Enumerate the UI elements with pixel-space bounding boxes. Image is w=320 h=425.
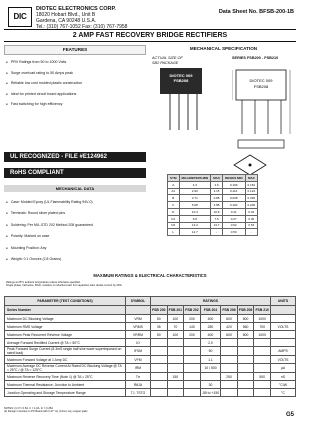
value-cell	[167, 381, 184, 389]
logo-text: DIC	[13, 12, 27, 21]
dimension-row	[168, 222, 258, 229]
symbol-header: SYMBOL	[126, 297, 151, 306]
symbol-cell: TJ, TSTG	[126, 389, 151, 397]
ratings-row	[5, 323, 296, 331]
value-cell	[167, 339, 184, 347]
mech-item: ● Soldering: Per MIL-STD 202 Method 208 guaranteed	[6, 220, 146, 231]
rohs-banner: RoHS COMPLIANT	[4, 168, 146, 178]
value-cell	[237, 339, 254, 347]
value-cell: 100	[167, 331, 184, 339]
dimension-cell: -	[245, 229, 258, 236]
value-cell: 150	[167, 373, 184, 381]
value-cell	[167, 356, 184, 364]
value-cell: 560	[237, 323, 254, 331]
dimension-cell: 4.88	[211, 202, 223, 209]
symbol-cell: VRM	[126, 315, 151, 323]
unit-cell: °C	[271, 389, 296, 397]
dimension-cell: L	[168, 229, 180, 236]
phone-line: Tel.: (310) 767-1052 Fax: (310) 767-7958	[36, 24, 128, 30]
dimension-cell: 0.124	[245, 188, 258, 195]
unit-cell: VOLTS	[271, 323, 296, 331]
ratings-row	[5, 373, 296, 381]
unit-cell: nS	[271, 373, 296, 381]
mech-item: ● Weight: 0.1 Ounces (2.8 Grams)	[6, 254, 146, 265]
value-cell	[200, 373, 220, 381]
dimension-cell: 5.08	[179, 202, 211, 209]
ratings-table	[4, 296, 296, 397]
value-cell: 200	[184, 315, 201, 323]
value-cell	[254, 356, 271, 364]
dimension-row	[168, 215, 258, 222]
value-cell	[184, 356, 201, 364]
unit-cell: AMPS	[271, 347, 296, 356]
dim-head-cell: MILLIMETERS MIN	[179, 175, 211, 182]
page-title: 2 AMP FAST RECOVERY BRIDGE RECTIFIERS	[4, 29, 296, 42]
dimension-cell: 4.6	[211, 181, 223, 188]
dimension-cell: A	[168, 181, 180, 188]
units-header: UNITS	[271, 297, 296, 306]
dimension-cell: D	[168, 208, 180, 215]
dimension-row	[168, 181, 258, 188]
value-cell	[221, 347, 238, 356]
unit-cell	[271, 315, 296, 323]
value-cell: 200	[184, 331, 201, 339]
ratings-row	[5, 356, 296, 364]
value-cell: 1.1	[200, 356, 220, 364]
value-cell	[167, 389, 184, 397]
dimension-row	[168, 188, 258, 195]
value-cell: 420	[221, 323, 238, 331]
symbol-cell: RθJA	[126, 381, 151, 389]
param-header: PARAMETER (TEST CONDITIONS)	[5, 297, 126, 306]
footnote-line: NOTES: (1) If = 0.5A, Ir = 1.0A, Irr = 0.25A	[4, 407, 53, 410]
ratings-rows	[5, 306, 296, 397]
unit-cell: VOLTS	[271, 356, 296, 364]
note-line: Single phase, half wave, 60Hz, resistive or inductive load. For capacitive load, derate current by 20%.	[6, 284, 123, 288]
symbol-cell: IRM	[126, 364, 151, 373]
feature-item: ● Surge overload rating to 50 Amps peak	[6, 68, 144, 79]
dimension-cell: 0.27	[222, 215, 245, 222]
value-cell: 800	[237, 331, 254, 339]
value-cell: FSB 210	[254, 306, 271, 315]
dimension-cell: 0.30	[245, 215, 258, 222]
datasheet-number: Data Sheet No. BFSB-200-1B	[218, 9, 294, 15]
dimension-cell: 13.2	[179, 222, 211, 229]
value-cell: 400	[200, 331, 220, 339]
dimension-rows	[168, 181, 258, 235]
package-marking: FSB208	[173, 78, 189, 83]
actual-size-line: SB2 PACKAGE	[152, 61, 179, 65]
param-cell: Series Number	[5, 306, 126, 315]
package-outline-drawing	[232, 64, 296, 150]
ratings-row	[5, 339, 296, 347]
value-cell	[184, 347, 201, 356]
address-line-2: Gardena, CA 90248 U.S.A.	[36, 18, 97, 24]
dim-head-cell: INCHES MIN	[222, 175, 245, 182]
symbol-cell: IO	[126, 339, 151, 347]
param-cell: Junction Operating and Storage Temperature Range	[5, 389, 126, 397]
ratings-header-row	[5, 297, 296, 306]
value-cell	[254, 364, 271, 373]
ratings-row	[5, 389, 296, 397]
package-pins-drawing	[163, 94, 203, 134]
actual-size-line: ACTUAL SIZE OF	[152, 56, 183, 60]
unit-cell	[271, 339, 296, 347]
value-cell	[221, 364, 238, 373]
feature-item: ● PRV Ratings from 50 to 1000 Volts	[6, 57, 144, 68]
param-cell: Peak Forward Surge Current (8.3mS single half sine wave superimposed on rated load)	[5, 347, 126, 356]
value-cell: 50	[200, 347, 220, 356]
dim-head-cell: MAX	[245, 175, 258, 182]
value-cell: 50	[151, 331, 168, 339]
dimension-row	[168, 229, 258, 236]
value-cell: -55 to +150	[201, 390, 220, 395]
value-cell: 500	[254, 373, 271, 381]
value-cell	[237, 381, 254, 389]
value-cell	[237, 356, 254, 364]
dimension-cell: 6.8	[179, 215, 211, 222]
dimension-cell: A1	[168, 188, 180, 195]
svg-text:DIOTEC 009: DIOTEC 009	[249, 78, 273, 83]
dimension-cell: 2.71	[179, 195, 211, 202]
param-cell: Average Forward Rectified Current @ TA = 50°C	[5, 339, 126, 347]
value-cell	[254, 347, 271, 356]
value-cell: FSB 208	[237, 306, 254, 315]
dimension-cell: 0.54	[245, 222, 258, 229]
value-cell: 250	[221, 373, 238, 381]
dimension-cell: 0.88	[211, 195, 223, 202]
company-logo	[8, 7, 32, 27]
dimension-header-row	[168, 175, 258, 182]
value-cell	[237, 364, 254, 373]
dimension-cell: 0.50	[222, 229, 245, 236]
page-code: G5	[285, 412, 294, 418]
actual-size-label	[152, 56, 183, 66]
dimension-row	[168, 195, 258, 202]
symbol-cell: VFM	[126, 356, 151, 364]
value-cell	[237, 347, 254, 356]
series-number-row	[5, 306, 296, 315]
dimension-cell: -	[211, 229, 223, 236]
value-cell: 30	[200, 381, 220, 389]
dimension-cell: 0.200	[245, 202, 258, 209]
note-line: Ratings at 25°C ambient temperature unless otherwise specified.	[6, 281, 81, 284]
value-cell	[151, 373, 168, 381]
dimension-cell: 10.8	[211, 208, 223, 215]
value-cell	[254, 339, 271, 347]
mech-spec-heading: MECHANICAL SPECIFICATION	[189, 46, 258, 51]
value-cell	[151, 347, 168, 356]
feature-item: ● Ideal for printed circuit board applications	[6, 89, 144, 100]
value-cell: 700	[254, 323, 271, 331]
value-cell: FSB 201	[167, 306, 184, 315]
value-cell: FSB 206	[221, 306, 238, 315]
dimension-cell: D1	[168, 215, 180, 222]
value-cell	[221, 381, 238, 389]
param-cell: Maximum Reverse Recovery Time (Note 1) @ TA = 25°C	[5, 373, 126, 381]
dimension-cell: 7.6	[211, 215, 223, 222]
dim-head-cell: SYM	[168, 175, 180, 182]
param-cell: Maximum RMS Voltage	[5, 323, 126, 331]
dim-head-cell: MAX	[211, 175, 223, 182]
symbol-cell: IFSM	[126, 347, 151, 356]
value-cell	[254, 389, 271, 397]
value-cell: 70	[167, 323, 184, 331]
dimension-cell: 0.169	[222, 181, 245, 188]
dimension-cell: 0.190	[222, 202, 245, 209]
ratings-row	[5, 381, 296, 389]
param-cell: Maximum Forward Voltage at 1 Amp DC	[5, 356, 126, 364]
value-cell	[221, 389, 238, 397]
dimension-cell: C	[168, 202, 180, 209]
dimension-row	[168, 208, 258, 215]
mech-item: ● Case: Molded Epoxy (UL Flammability Rating 94V-0)	[6, 197, 146, 208]
ratings-header: RATINGS	[151, 297, 271, 306]
value-cell	[184, 389, 201, 397]
value-cell: 1000	[254, 331, 271, 339]
dimension-cell: 0.114	[222, 188, 245, 195]
company-name: DIOTEC ELECTRONICS CORP.	[36, 6, 116, 12]
address-line-1: 18020 Hobart Blvd., Unit B	[36, 12, 96, 18]
value-cell: 1000	[254, 315, 271, 323]
value-cell	[151, 339, 168, 347]
unit-cell: µA	[271, 364, 296, 373]
param-cell: Maximum Average DC Reverse Current At Rated DC Blocking Voltage @ TA = 25°C / @ TA = 125°C	[5, 364, 126, 373]
value-cell: 35	[151, 323, 168, 331]
value-cell	[237, 389, 254, 397]
ratings-row	[5, 315, 296, 323]
unit-cell: °C/W	[271, 381, 296, 389]
package-marking: DIOTEC 009	[169, 73, 193, 78]
value-cell	[167, 364, 184, 373]
value-cell: FSB 204	[200, 306, 220, 315]
value-cell	[151, 389, 168, 397]
mech-data-heading: MECHANICAL DATA	[4, 185, 146, 192]
ratings-heading: MAXIMUM RATINGS & ELECTRICAL CHARACTERISTICS	[93, 273, 207, 278]
svg-text:FSB208: FSB208	[253, 84, 269, 89]
dimension-cell: 10.3	[179, 208, 211, 215]
value-cell: 800	[237, 315, 254, 323]
dimension-table	[167, 174, 258, 236]
dimension-cell: 0.028	[222, 195, 245, 202]
dimension-cell: 3.15	[211, 188, 223, 195]
dimension-cell: 4.3	[179, 181, 211, 188]
param-cell: Maximum Thermal Resistance, Junction to Ambient	[5, 381, 126, 389]
dimension-cell: 0.42	[245, 208, 258, 215]
value-cell	[184, 373, 201, 381]
value-cell: 400	[200, 315, 220, 323]
ratings-note	[6, 281, 206, 288]
value-cell: 600	[221, 315, 238, 323]
ul-banner: UL RECOGNIZED - FILE #E124962	[4, 152, 146, 162]
mech-item: ● Terminals: Round silver plated pins	[6, 208, 146, 219]
symbol-cell	[126, 306, 151, 315]
dimension-cell: 0.035	[245, 195, 258, 202]
features-heading: FEATURES	[4, 45, 146, 55]
value-cell	[151, 364, 168, 373]
dimension-cell: B	[168, 195, 180, 202]
param-cell: Maximum DC Blocking Voltage	[5, 315, 126, 323]
value-cell	[184, 381, 201, 389]
package-image	[160, 68, 202, 94]
value-cell: FSB 200	[151, 306, 168, 315]
value-cell: FSB 202	[184, 306, 201, 315]
value-cell: 10 / 500	[200, 364, 220, 373]
mech-item: ● Polarity: Marked on case	[6, 231, 146, 242]
value-cell	[237, 373, 254, 381]
feature-item: ● Fast switching for high efficiency	[6, 99, 144, 110]
ratings-row	[5, 331, 296, 339]
value-cell: 2.0	[200, 339, 220, 347]
value-cell	[184, 339, 201, 347]
value-cell	[221, 356, 238, 364]
value-cell	[167, 347, 184, 356]
mech-item: ● Mounting Position: Any	[6, 243, 146, 254]
dimension-cell: 12.7	[179, 229, 211, 236]
unit-cell	[271, 306, 296, 315]
unit-cell	[271, 331, 296, 339]
value-cell: 140	[184, 323, 201, 331]
feature-item: ● Reliable low cost molded plastic construction	[6, 78, 144, 89]
dimension-cell: 13.7	[211, 222, 223, 229]
footnotes	[4, 407, 87, 414]
value-cell	[254, 381, 271, 389]
value-cell	[151, 356, 168, 364]
symbol-cell: Trr	[126, 373, 151, 381]
series-label: SERIES FSB200 - FSB210	[232, 56, 279, 60]
dimension-cell: 0.52	[222, 222, 245, 229]
dimension-cell: D2	[168, 222, 180, 229]
dimension-cell: 2.90	[179, 188, 211, 195]
footnote-line: (2) Design mounted on PC Board with 0.47" sq. (12mm sq.) copper pads	[4, 410, 88, 414]
dimension-cell: 0.181	[245, 181, 258, 188]
symbol-cell: VRMS	[126, 323, 151, 331]
value-cell	[221, 339, 238, 347]
value-cell: 100	[167, 315, 184, 323]
value-cell	[151, 381, 168, 389]
value-cell: 600	[221, 331, 238, 339]
ratings-row	[5, 347, 296, 356]
ratings-row	[5, 364, 296, 373]
dimension-cell: 0.41	[222, 208, 245, 215]
value-cell: 280	[200, 323, 220, 331]
value-cell: 50	[151, 315, 168, 323]
value-cell	[184, 364, 201, 373]
mech-data-list	[6, 197, 146, 265]
company-address	[36, 6, 127, 30]
param-cell: Maximum Peak Recurrent Reverse Voltage	[5, 331, 126, 339]
features-list	[6, 57, 144, 110]
symbol-cell: VRRM	[126, 331, 151, 339]
dimension-row	[168, 202, 258, 209]
